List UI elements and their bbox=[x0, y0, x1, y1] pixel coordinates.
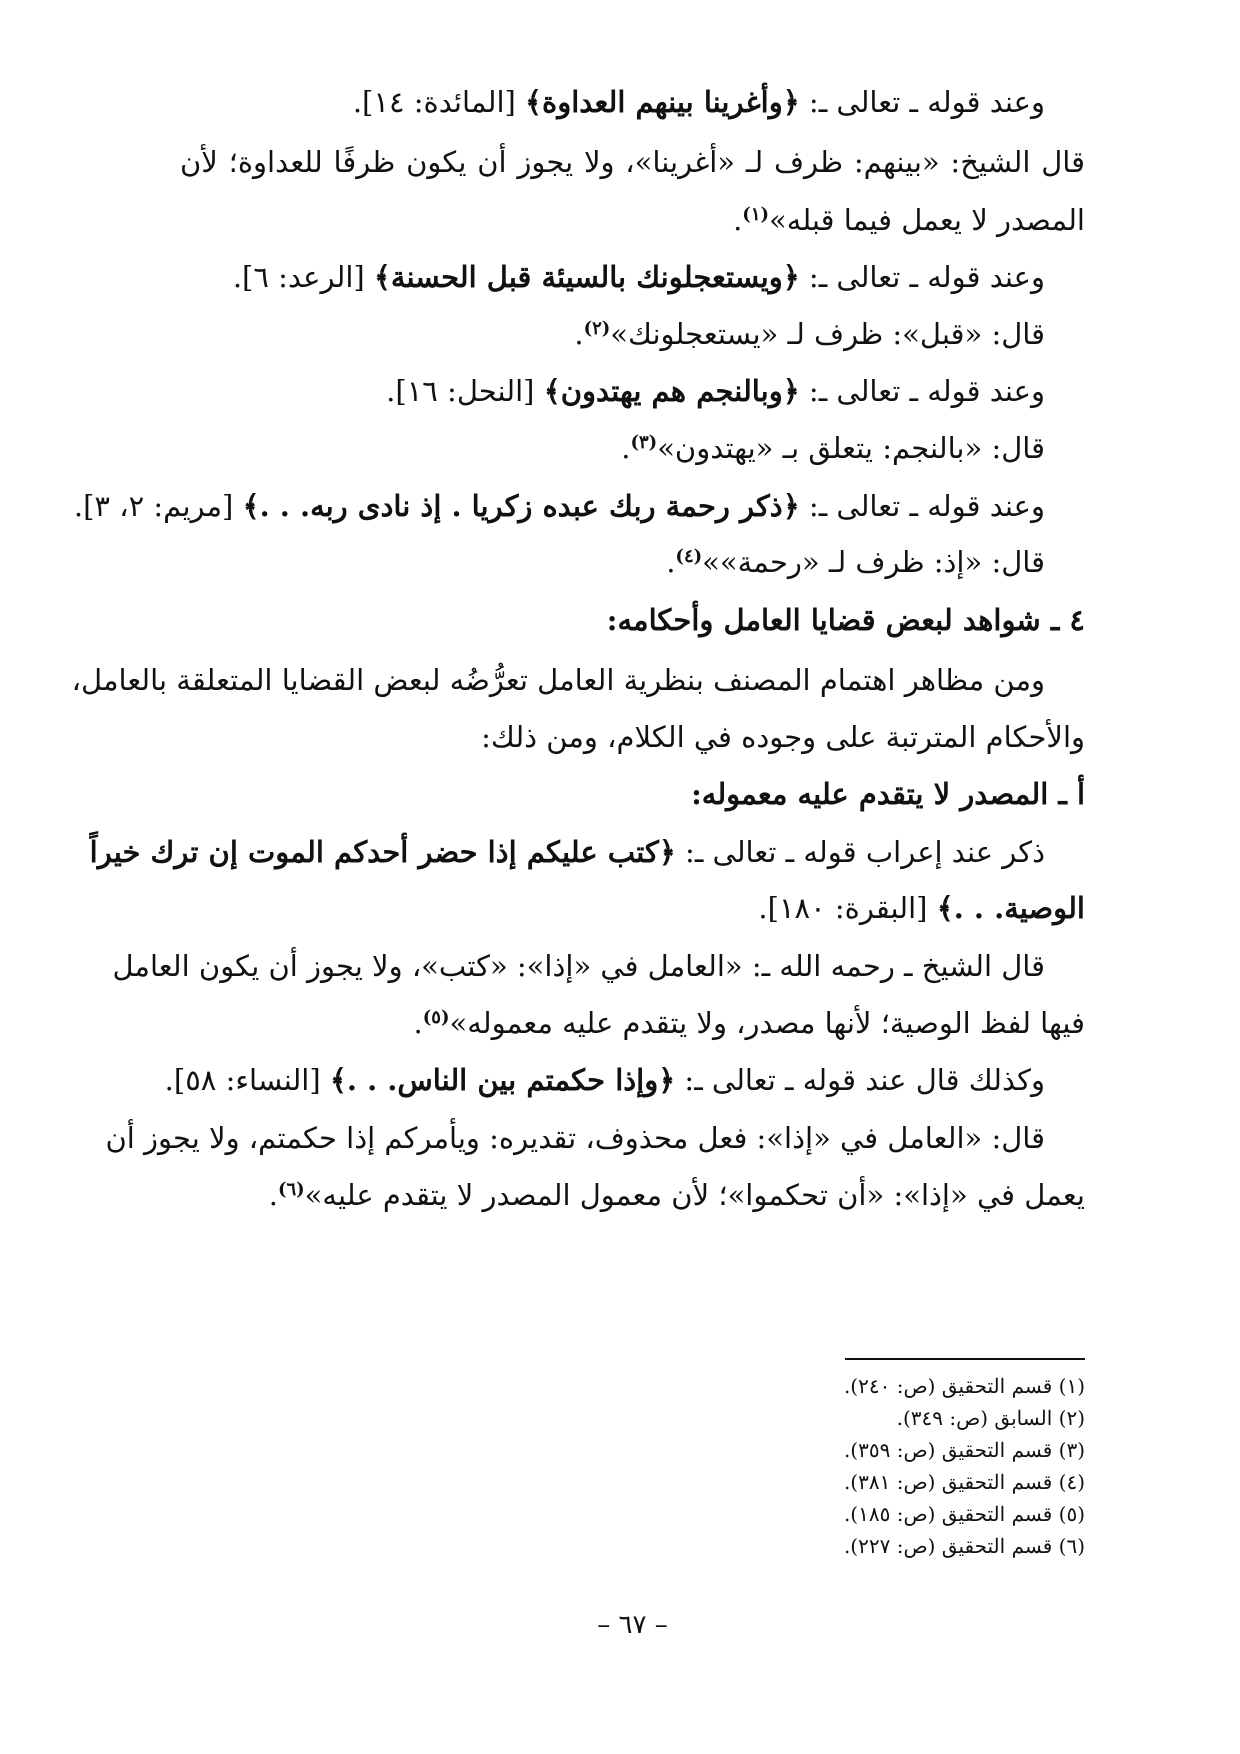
footnote-6: (٦) قسم التحقيق (ص: ٢٢٧). bbox=[843, 1534, 1085, 1558]
paragraph-line-18 bbox=[269, 1175, 1085, 1215]
line-text: وعند قوله ـ تعالى ـ: bbox=[799, 489, 1045, 523]
line-text: وعند قوله ـ تعالى ـ: bbox=[799, 85, 1045, 119]
footnote-marker: (٤) bbox=[675, 546, 703, 567]
line-text: . bbox=[733, 203, 743, 237]
footnote-1: (١) قسم التحقيق (ص: ٢٤٠). bbox=[843, 1374, 1085, 1398]
line-text: ذكر عند إعراب قوله ـ تعالى ـ: bbox=[675, 835, 1045, 869]
paragraph-line-16 bbox=[165, 1060, 1045, 1100]
footnote-marker: (١) bbox=[742, 204, 770, 225]
quran-verse: ﴿وبالنجم هم يهتدون﴾ bbox=[543, 374, 800, 408]
document-page bbox=[71, 0, 1085, 1754]
footnote-2: (٢) السابق (ص: ٣٤٩). bbox=[896, 1406, 1085, 1430]
subsection-heading: أ ـ المصدر لا يتقدم عليه معموله: bbox=[691, 777, 1085, 811]
footnote-marker: (٣) bbox=[630, 432, 658, 453]
line-text: فيها لفظ الوصية؛ لأنها مصدر، ولا يتقدم عليه معموله» bbox=[449, 1006, 1085, 1040]
paragraph-line-14: قال الشيخ ـ رحمه الله ـ: «العامل في «إذا»: «كتب»، ولا يجوز أن يكون العامل bbox=[112, 949, 1045, 983]
line-text: المصدر لا يعمل فيما قبله» bbox=[769, 203, 1085, 237]
footnote-marker: (٢) bbox=[583, 318, 611, 339]
quran-verse: ﴿وأغرينا بينهم العداوة﴾ bbox=[525, 85, 800, 119]
paragraph-line-11: والأحكام المترتبة على وجوده في الكلام، ومن ذلك: bbox=[481, 720, 1085, 754]
line-text: . bbox=[621, 431, 631, 465]
verse-reference: [النساء: ٥٨]. bbox=[164, 1063, 330, 1097]
verse-reference: [النحل: ١٦]. bbox=[386, 374, 544, 408]
verse-reference: [مريم: ٢، ٣]. bbox=[73, 489, 243, 523]
line-text: يعمل في «إذا»: «أن تحكموا»؛ لأن معمول المصدر لا يتقدم عليه» bbox=[304, 1178, 1085, 1212]
line-text: . bbox=[574, 317, 584, 351]
paragraph-line-4 bbox=[233, 257, 1045, 297]
paragraph-line-3 bbox=[733, 200, 1085, 240]
verse-reference: [الرعد: ٦]. bbox=[232, 260, 374, 294]
paragraph-line-5 bbox=[574, 314, 1045, 354]
paragraph-line-10: ومن مظاهر اهتمام المصنف بنظرية العامل تعرُّضُه لبعض القضايا المتعلقة بالعامل، bbox=[71, 663, 1045, 697]
verse-reference: [البقرة: ١٨٠]. bbox=[758, 891, 937, 925]
line-text: قال: «بالنجم: يتعلق بـ «يهتدون» bbox=[657, 431, 1045, 465]
paragraph-line-8 bbox=[74, 486, 1045, 526]
footnote-4: (٤) قسم التحقيق (ص: ٣٨١). bbox=[843, 1470, 1085, 1494]
footnote-separator bbox=[845, 1358, 1085, 1360]
verse-reference: [المائدة: ١٤]. bbox=[352, 85, 526, 119]
footnote-marker: (٦) bbox=[277, 1179, 305, 1200]
paragraph-line-6 bbox=[386, 371, 1045, 411]
line-text: وعند قوله ـ تعالى ـ: bbox=[799, 260, 1045, 294]
line-text: وكذلك قال عند قوله ـ تعالى ـ: bbox=[675, 1063, 1045, 1097]
paragraph-line-2: قال الشيخ: «بينهم: ظرف لـ «أغرينا»، ولا يجوز أن يكون ظرفًا للعداوة؛ لأن bbox=[180, 145, 1085, 179]
quran-verse: ﴿وإذا حكمتم بين الناس. . .﴾ bbox=[329, 1063, 676, 1097]
quran-verse: ﴿كتب عليكم إذا حضر أحدكم الموت إن ترك خيراً bbox=[89, 835, 676, 869]
footnote-3: (٣) قسم التحقيق (ص: ٣٥٩). bbox=[843, 1438, 1085, 1462]
paragraph-line-1 bbox=[353, 82, 1045, 122]
line-text: . bbox=[413, 1006, 423, 1040]
paragraph-line-13 bbox=[758, 888, 1085, 928]
paragraph-line-17: قال: «العامل في «إذا»: فعل محذوف، تقديره: ويأمركم إذا حكمتم، ولا يجوز أن bbox=[105, 1121, 1045, 1155]
footnote-5: (٥) قسم التحقيق (ص: ١٨٥). bbox=[843, 1502, 1085, 1526]
paragraph-line-7 bbox=[621, 428, 1045, 468]
footnote-marker: (٥) bbox=[422, 1007, 450, 1028]
quran-verse: ﴿ويستعجلونك بالسيئة قبل الحسنة﴾ bbox=[373, 260, 800, 294]
paragraph-line-12 bbox=[89, 832, 1045, 872]
line-text: . bbox=[268, 1178, 278, 1212]
paragraph-line-9 bbox=[666, 542, 1045, 582]
quran-verse: الوصية. . .﴾ bbox=[936, 891, 1085, 925]
paragraph-line-15 bbox=[414, 1003, 1085, 1043]
line-text: . bbox=[666, 545, 676, 579]
quran-verse: ﴿ذكر رحمة ربك عبده زكريا . إذ نادى ربه. . .﴾ bbox=[242, 489, 800, 523]
line-text: قال: «قبل»: ظرف لـ «يستعجلونك» bbox=[610, 317, 1045, 351]
line-text: وعند قوله ـ تعالى ـ: bbox=[799, 374, 1045, 408]
section-heading: ٤ ـ شواهد لبعض قضايا العامل وأحكامه: bbox=[606, 603, 1085, 637]
line-text: قال: «إذ: ظرف لـ «رحمة»» bbox=[702, 545, 1045, 579]
page-number: – ٦٧ – bbox=[597, 1610, 668, 1640]
